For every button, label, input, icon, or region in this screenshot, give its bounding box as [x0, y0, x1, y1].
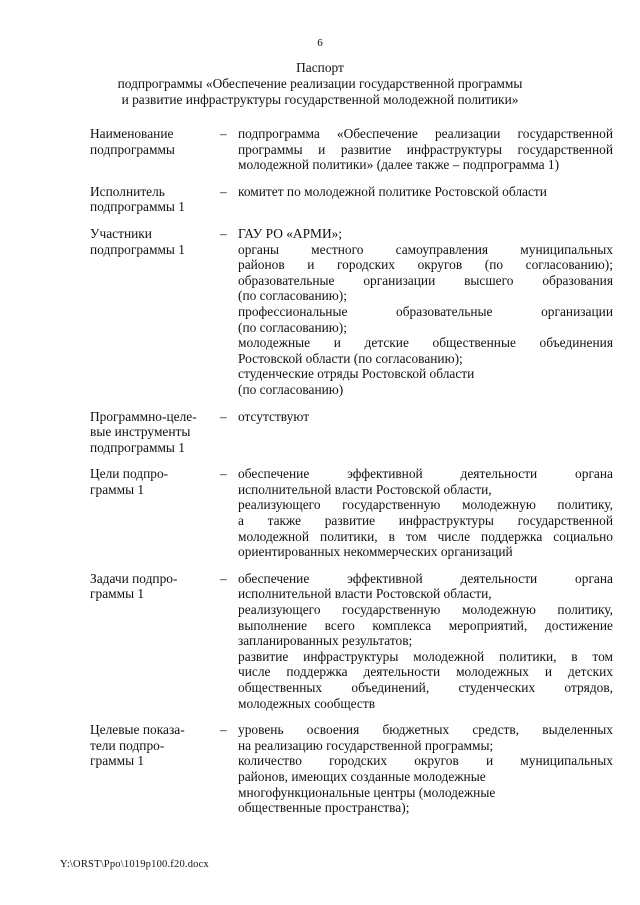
passport-row — [90, 722, 614, 816]
row-value — [238, 409, 613, 456]
file-path-footer: Y:\ORST\Ppo\1019p100.f20.docx — [60, 859, 209, 870]
row-value-line: Ростовской области (по согласованию); — [238, 350, 463, 366]
row-value-line: молодежных сообществ — [238, 695, 376, 711]
row-label-line: подпрограммы 1 — [90, 241, 185, 257]
row-label-line: Цели подпро- — [90, 466, 169, 482]
row-label-line: Программно-целе- — [90, 408, 197, 424]
row-label-line: Целевые показа- — [90, 722, 185, 738]
row-value-line: общественные пространства); — [238, 800, 410, 816]
row-label — [90, 466, 220, 560]
row-value-line: образовательные организации высшего образования — [238, 272, 613, 288]
passport-row — [90, 184, 614, 215]
document-title — [60, 60, 580, 108]
row-value-line: (по согласованию); — [238, 319, 347, 335]
row-value — [238, 466, 613, 560]
row-value-line: обеспечение эффективной деятельности органа — [238, 466, 613, 482]
row-label — [90, 409, 220, 456]
title-line-2: подпрограммы «Обеспечение реализации государственной программы — [117, 76, 523, 91]
row-label-line: тели подпро- — [90, 737, 165, 753]
row-value-line: выполнение всего комплекса мероприятий, достижение — [238, 617, 613, 633]
row-value-line: районов, имеющих созданные молодежные — [238, 768, 486, 784]
row-value-line: многофункциональные центры (молодежные — [238, 784, 496, 800]
row-label-line: граммы 1 — [90, 753, 145, 769]
row-value-line: районов и городских округов (по согласованию); — [238, 257, 613, 273]
row-value-line: профессиональные образовательные организации — [238, 303, 613, 319]
row-label — [90, 571, 220, 711]
row-value-line: реализующего государственную молодежную политику, — [238, 602, 613, 618]
row-label — [90, 226, 220, 398]
passport-row — [90, 571, 614, 711]
row-value-line: запланированных результатов; — [238, 633, 413, 649]
row-value — [238, 571, 613, 711]
row-value-line: (по согласованию); — [238, 288, 347, 304]
row-label-line: Наименование — [90, 126, 174, 141]
row-value-line: студенческие отряды Ростовской области — [238, 366, 475, 382]
row-label — [90, 722, 220, 816]
row-value-line: ГАУ РО «АРМИ»; — [238, 225, 343, 241]
row-value-line: количество городских округов и муниципальных — [238, 753, 613, 769]
passport-row — [90, 226, 614, 398]
row-value-line: обеспечение эффективной деятельности органа — [238, 570, 613, 586]
row-label — [90, 126, 220, 173]
row-label-line: подпрограммы 1 — [90, 439, 185, 455]
row-value-line: уровень освоения бюджетных средств, выделенных — [238, 722, 613, 738]
row-value — [238, 184, 613, 215]
row-value-line: молодежной политики, в том числе поддержка социально — [238, 528, 613, 544]
passport-table — [90, 126, 614, 827]
row-label-line: Исполнитель — [90, 183, 165, 199]
page-number: 6 — [317, 37, 323, 49]
row-label-line: граммы 1 — [90, 586, 145, 602]
row-value-line: развитие инфраструктуры молодежной политики, в том — [238, 648, 613, 664]
row-label-line: Участники — [90, 225, 152, 241]
row-value — [238, 226, 613, 398]
row-dash: – — [220, 722, 227, 738]
row-value-line: общественных объединений, студенческих отрядов, — [238, 680, 613, 695]
passport-row — [90, 409, 614, 456]
row-value-line: молодежной политики» (далее также – подпрограмма 1) — [238, 157, 560, 173]
row-value — [238, 126, 613, 173]
row-label-line: подпрограммы — [90, 141, 175, 157]
row-dash: – — [220, 126, 227, 141]
row-value-line: комитет по молодежной политике Ростовской области — [238, 183, 547, 199]
row-value-line: (по согласованию) — [238, 381, 344, 397]
passport-row — [90, 126, 614, 173]
title-line-3: и развитие инфраструктуры государственной молодежной политики» — [121, 92, 519, 107]
title-line-1: Паспорт — [296, 60, 344, 75]
row-dash: – — [220, 183, 227, 199]
row-label-line: подпрограммы 1 — [90, 199, 185, 215]
row-value-line: числе поддержка деятельности молодежных и детских — [238, 664, 613, 680]
row-dash: – — [220, 466, 227, 482]
row-label — [90, 184, 220, 215]
row-value-line: исполнительной власти Ростовской области, — [238, 586, 492, 602]
row-value-line: ориентированных некоммерческих организаций — [238, 544, 513, 560]
row-dash: – — [220, 570, 227, 586]
row-label-line: граммы 1 — [90, 481, 145, 497]
passport-row — [90, 466, 614, 560]
row-value-line: программы и развитие инфраструктуры государственной — [238, 141, 613, 157]
row-dash: – — [220, 408, 227, 424]
row-value-line: на реализацию государственной программы; — [238, 737, 494, 753]
row-value-line: отсутствуют — [238, 408, 310, 424]
row-dash: – — [220, 225, 227, 241]
row-value-line: подпрограмма «Обеспечение реализации государственной — [238, 126, 613, 141]
row-value — [238, 722, 613, 816]
row-value-line: а также развитие инфраструктуры государственной — [238, 513, 613, 529]
row-value-line: молодежные и детские общественные объединения — [238, 335, 613, 351]
row-value-line: органы местного самоуправления муниципальных — [238, 241, 613, 257]
row-value-line: реализующего государственную молодежную политику, — [238, 497, 613, 513]
row-value-line: исполнительной власти Ростовской области, — [238, 481, 492, 497]
row-label-line: Задачи подпро- — [90, 570, 178, 586]
row-label-line: вые инструменты — [90, 424, 191, 440]
